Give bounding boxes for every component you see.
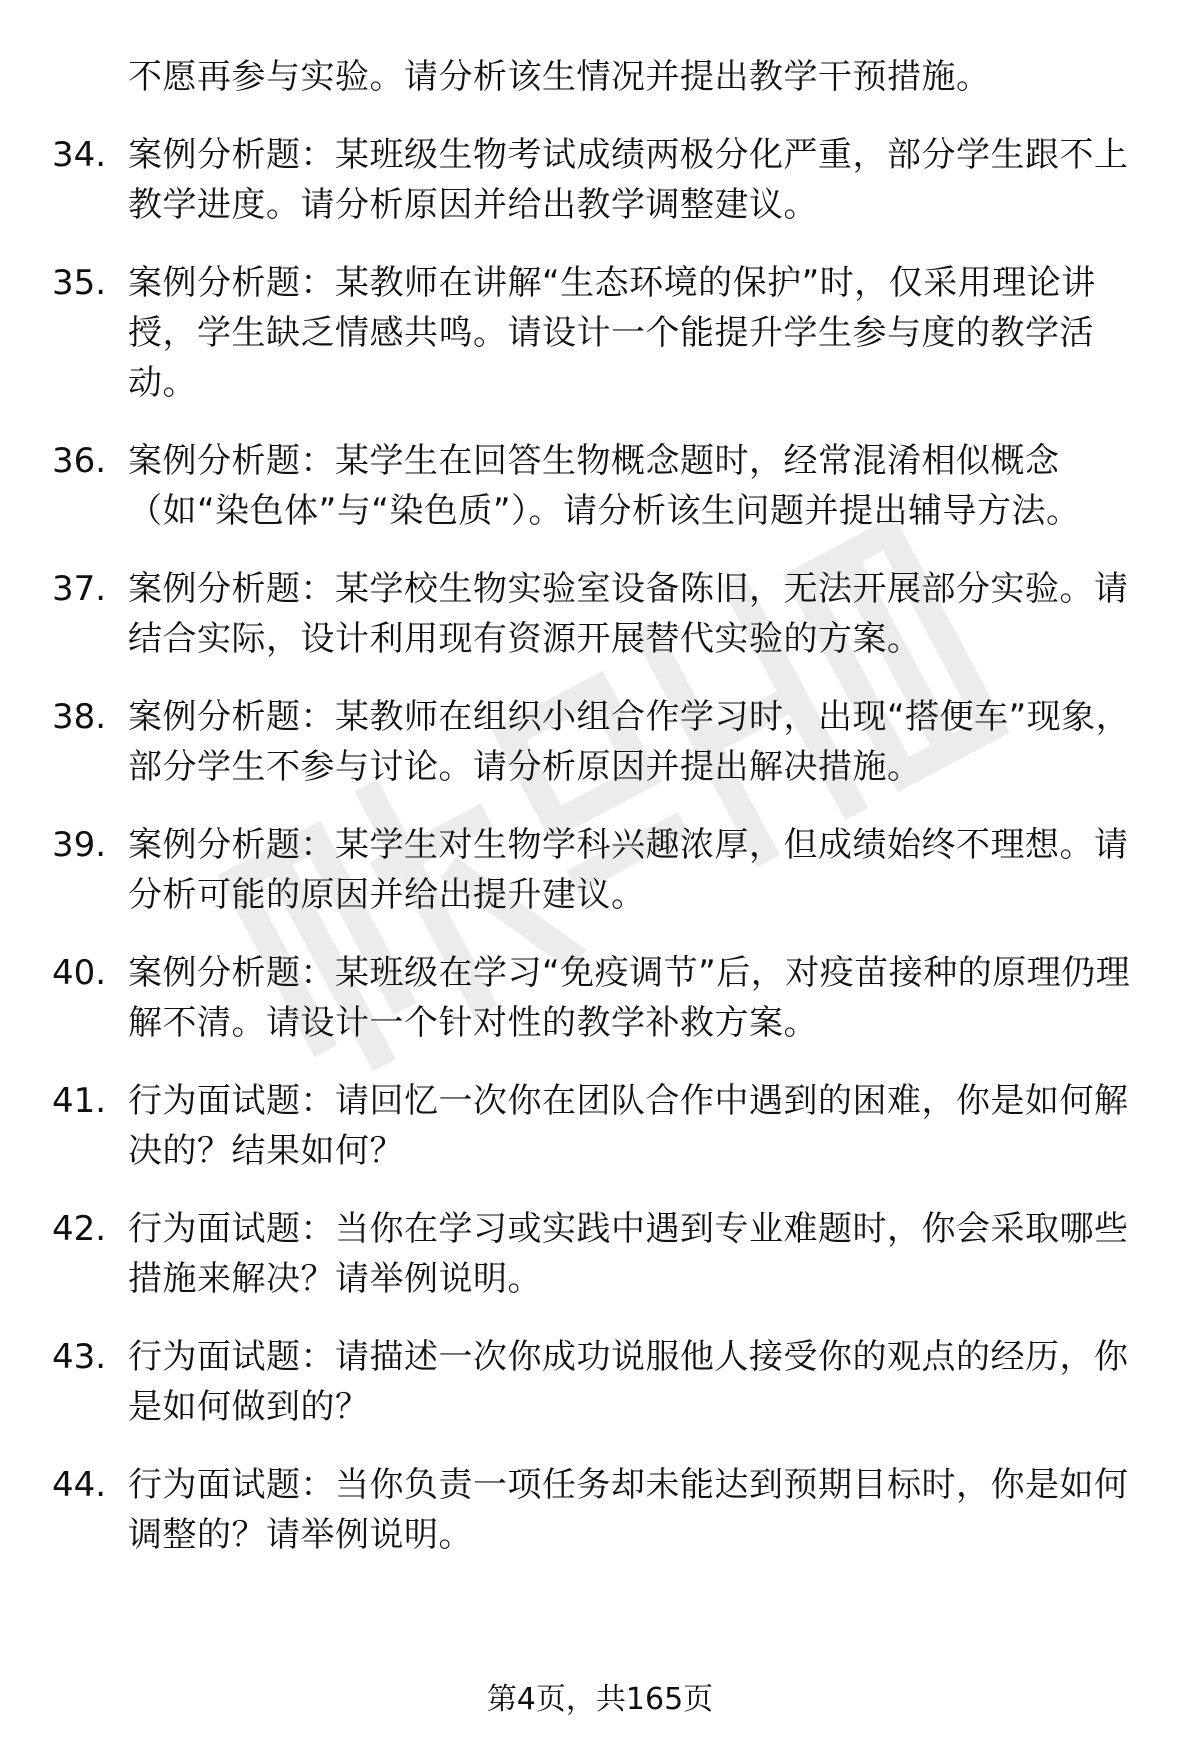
- question-text: 行为面试题：请描述一次你成功说服他人接受你的观点的经历，你是如何做到的？: [128, 1337, 1129, 1427]
- page-footer: 第4页，共165页: [486, 1682, 714, 1717]
- question-continuation-text: 不愿再参与实验。请分析该生情况并提出教学干预措施。: [128, 57, 991, 97]
- question-text: 案例分析题：某教师在讲解“生态环境的保护”时，仅采用理论讲授，学生缺乏情感共鸣。请设计一个能提升学生参与度的教学活动。: [128, 263, 1096, 403]
- question-item: [0, 1332, 1200, 1432]
- question-text: 案例分析题：某教师在组织小组合作学习时，出现“搭便车”现象，部分学生不参与讨论。请分析原因并提出解决措施。: [128, 697, 1131, 787]
- question-text: 案例分析题：某学生对生物学科兴趣浓厚，但成绩始终不理想。请分析可能的原因并给出提升建议。: [128, 825, 1129, 915]
- question-number: 40.: [52, 953, 107, 993]
- question-item: [0, 1460, 1200, 1560]
- question-number: 38.: [52, 697, 107, 737]
- question-item: [0, 258, 1200, 408]
- question-item: [0, 820, 1200, 920]
- question-item: [0, 692, 1200, 792]
- question-number: 37.: [52, 569, 107, 609]
- question-item: [0, 948, 1200, 1048]
- question-text: 案例分析题：某班级生物考试成绩两极分化严重，部分学生跟不上教学进度。请分析原因并给出教学调整建议。: [128, 135, 1129, 225]
- question-continuation: [0, 52, 1200, 102]
- question-number: 35.: [52, 263, 107, 303]
- question-number: 43.: [52, 1337, 107, 1377]
- question-number: 39.: [52, 825, 107, 865]
- question-item: [0, 436, 1200, 536]
- question-text: 案例分析题：某班级在学习“免疫调节”后，对疫苗接种的原理仍理解不清。请设计一个针对性的教学补救方案。: [128, 953, 1131, 1043]
- question-number: 34.: [52, 135, 107, 175]
- question-item: [0, 1076, 1200, 1176]
- question-text: 行为面试题：当你负责一项任务却未能达到预期目标时，你是如何调整的？请举例说明。: [128, 1465, 1129, 1555]
- question-number: 42.: [52, 1209, 107, 1249]
- question-text: 案例分析题：某学校生物实验室设备陈旧，无法开展部分实验。请结合实际，设计利用现有资源开展替代实验的方案。: [128, 569, 1129, 659]
- question-list: [0, 52, 1200, 1588]
- question-item: [0, 564, 1200, 664]
- question-number: 44.: [52, 1465, 107, 1505]
- question-number: 36.: [52, 441, 107, 481]
- question-item: [0, 1204, 1200, 1304]
- question-text: 行为面试题：当你在学习或实践中遇到专业难题时，你会采取哪些措施来解决？请举例说明。: [128, 1209, 1129, 1299]
- question-text: 案例分析题：某学生在回答生物概念题时，经常混淆相似概念（如“染色体”与“染色质”）。请分析该生问题并提出辅导方法。: [128, 441, 1081, 531]
- question-text: 行为面试题：请回忆一次你在团队合作中遇到的困难，你是如何解决的？结果如何？: [128, 1081, 1129, 1171]
- question-number: 41.: [52, 1081, 107, 1121]
- question-item: [0, 130, 1200, 230]
